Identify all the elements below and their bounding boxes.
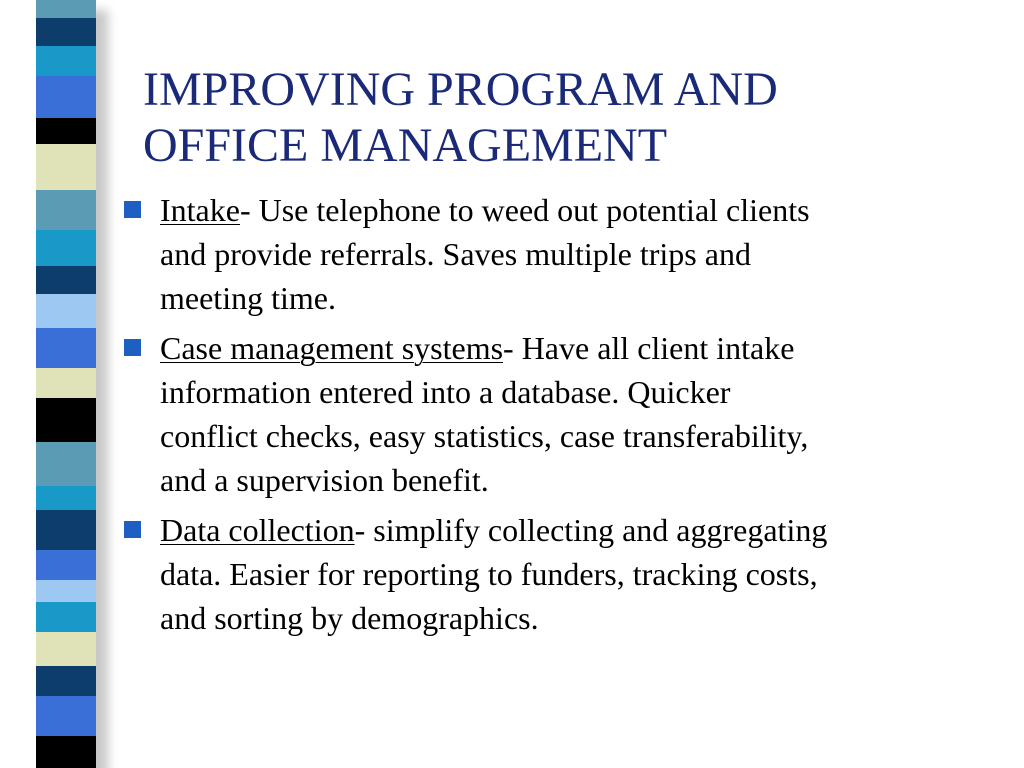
decorative-stripe-bar — [36, 0, 96, 768]
stripe-band — [36, 666, 96, 696]
stripe-band — [36, 602, 96, 632]
bullet-case-management — [122, 326, 1002, 502]
stripe-band — [36, 46, 96, 76]
stripe-band — [36, 294, 96, 328]
bullet-list — [122, 188, 1002, 640]
bullet-term: Case management systems — [160, 330, 504, 366]
stripe-band — [36, 118, 96, 144]
bullet-term: Intake — [160, 192, 240, 228]
bullet-data-collection — [122, 508, 1002, 640]
bullet-text: - simplify collecting and aggregating — [354, 512, 828, 548]
bullet-line — [160, 188, 1002, 232]
bullet-line: information entered into a database. Quicker — [160, 374, 731, 410]
bullet-line: and provide referrals. Saves multiple trips and — [160, 236, 751, 272]
stripe-band — [36, 190, 96, 230]
stripe-band — [36, 580, 96, 602]
bullet-line — [160, 326, 1002, 370]
stripe-band — [36, 144, 96, 190]
stripe-band — [36, 266, 96, 294]
bullet-line: and a supervision benefit. — [160, 462, 489, 498]
stripe-band — [36, 510, 96, 550]
stripe-band — [36, 398, 96, 442]
stripe-band — [36, 328, 96, 368]
title-line-2: OFFICE MANAGEMENT — [143, 119, 668, 172]
bullet-term: Data collection — [160, 512, 355, 548]
bullet-intake — [122, 188, 1002, 320]
stripe-band — [36, 696, 96, 736]
bullet-line: conflict checks, easy statistics, case transferability, — [160, 418, 809, 454]
title-line-1: IMPROVING PROGRAM AND — [143, 63, 778, 116]
bullet-line: and sorting by demographics. — [160, 600, 539, 636]
stripe-band — [36, 230, 96, 266]
stripe-band — [36, 632, 96, 666]
slide-title — [143, 62, 943, 174]
stripe-band — [36, 736, 96, 768]
bullet-text: - Use telephone to weed out potential clients — [239, 192, 810, 228]
square-bullet-icon — [124, 339, 141, 356]
bullet-text: - Have all client intake — [503, 330, 795, 366]
stripe-band — [36, 442, 96, 486]
bullet-line: meeting time. — [160, 280, 336, 316]
stripe-band — [36, 76, 96, 118]
stripe-band — [36, 368, 96, 398]
stripe-band — [36, 486, 96, 510]
stripe-band — [36, 0, 96, 18]
stripe-band — [36, 550, 96, 580]
stripe-band — [36, 18, 96, 46]
square-bullet-icon — [124, 201, 141, 218]
square-bullet-icon — [124, 521, 141, 538]
bullet-line — [160, 508, 1002, 552]
bullet-line: data. Easier for reporting to funders, tracking costs, — [160, 556, 818, 592]
